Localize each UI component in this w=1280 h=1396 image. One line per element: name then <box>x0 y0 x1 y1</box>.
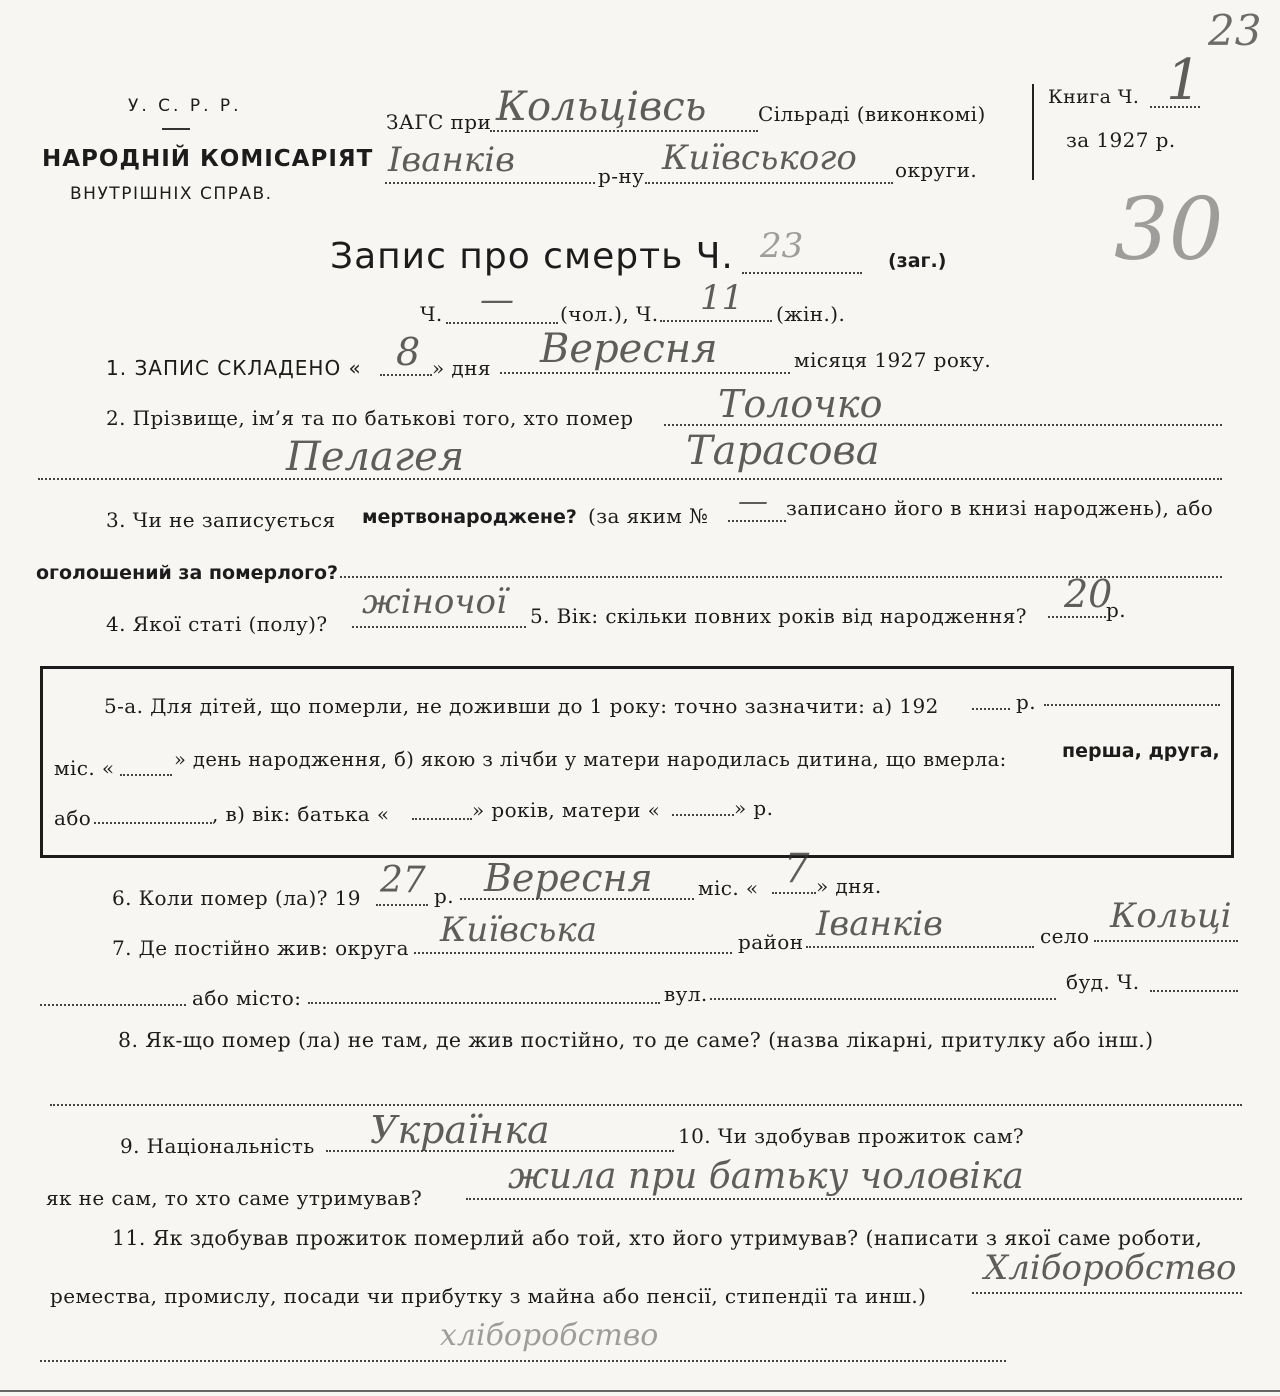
field-7-rayon-line <box>806 946 1034 948</box>
field-5a-line-3a: або <box>54 806 92 830</box>
field-7-street-line <box>710 998 1056 1000</box>
field-11-handwritten: Хліборобство <box>984 1248 1237 1288</box>
field-9-label: 9. Національність <box>120 1134 315 1158</box>
field-5a-line-3d: » р. <box>734 796 774 820</box>
book-year: за 1927 р. <box>1066 128 1176 152</box>
field-6-month-handwritten: Вересня <box>484 856 653 900</box>
field-3-number-handwritten: — <box>738 484 768 519</box>
zags-suffix: Сільраді (виконкомі) <box>758 102 986 126</box>
female-count-line <box>660 320 772 322</box>
field-3-label-d: записано його в книзі народжень), або <box>786 496 1214 520</box>
field-7-vul: вул. <box>664 982 708 1006</box>
zags-village-handwritten: Кольцівсь <box>496 84 707 130</box>
field-10-line <box>466 1198 1242 1200</box>
field-6-day-handwritten: 7 <box>784 846 810 892</box>
field-8-label: 8. Як-що помер (ла) не там, де жив постійно, то де саме? (назва лікарні, притулку або інш.) <box>118 1028 1154 1052</box>
field-7-okrug-handwritten: Київська <box>440 910 598 950</box>
rayon-handwritten: Іванків <box>388 140 515 180</box>
okrug-line <box>645 182 893 184</box>
field-2-label: 2. Прізвище, ім’я та по батькові того, хто помер <box>106 406 634 430</box>
okrugy-label: округи. <box>895 158 978 182</box>
field-5a-line-2a: міс. « <box>54 756 115 780</box>
field-5a-line-2b: » день народження, б) якою з лічби у матери народилась дитина, що вмерла: <box>174 748 1007 771</box>
field-5a-mother-line <box>672 814 734 816</box>
field-1-day-line <box>380 374 432 376</box>
field-3-label-a: 3. Чи не записується <box>106 508 336 532</box>
field-7-city-line <box>308 1002 660 1004</box>
field-6-dnya: » дня. <box>816 874 882 898</box>
field-10-handwritten: жила при батьку чоловіка <box>508 1156 1024 1197</box>
field-4-label: 4. Якої статі (полу)? <box>106 612 328 636</box>
field-6-mis: міс. « <box>698 876 759 900</box>
field-7-prefix-line <box>40 1004 186 1006</box>
field-1-end: місяця 1927 року. <box>794 348 992 372</box>
internal-affairs-label: ВНУТРІШНІХ СПРАВ. <box>70 184 273 204</box>
field-7-label: 7. Де постійно жив: округа <box>112 936 409 960</box>
field-7-house-line <box>1150 990 1238 992</box>
record-number-handwritten: 23 <box>760 226 804 266</box>
record-title-suffix: (заг.) <box>888 250 947 272</box>
book-box-left-border <box>1032 84 1034 180</box>
field-4-handwritten: жіночої <box>362 582 507 622</box>
ussr-label: У. С. Р. Р. <box>128 96 242 116</box>
field-5-line <box>1048 616 1106 618</box>
field-8-line <box>50 1104 1242 1106</box>
field-6-year-handwritten: 27 <box>380 860 426 901</box>
zags-village-line <box>490 130 758 132</box>
field-7-okrug-line <box>414 952 732 954</box>
field-4-line <box>352 626 526 628</box>
male-count-suffix: (чол.), Ч. <box>560 302 659 326</box>
field-5a-line-2c: перша, друга, <box>1062 740 1220 762</box>
field-1-month-line <box>500 372 790 374</box>
rayon-line <box>385 182 595 184</box>
field-6-day-line <box>772 892 816 894</box>
field-5a-year-line <box>972 708 1010 710</box>
field-5a-order-line <box>94 822 212 824</box>
field-3-label-b: мертвонароджене? <box>362 506 577 528</box>
corner-mark-handwritten: 23 <box>1208 6 1262 55</box>
field-7-selo: село <box>1040 924 1090 948</box>
male-count-line <box>446 322 558 324</box>
book-number-handwritten: 1 <box>1166 48 1202 113</box>
male-count-handwritten: — <box>480 280 514 320</box>
record-title: Запис про смерть Ч. <box>330 236 734 277</box>
field-11-line-2 <box>40 1360 1006 1362</box>
field-11-handwritten-2: хліборобство <box>440 1318 659 1353</box>
page-bottom-edge <box>0 1390 1280 1392</box>
field-3-number-line <box>728 520 786 522</box>
field-7-rayon: район <box>738 930 804 954</box>
field-6-label: 6. Коли помер (ла)? 19 <box>112 886 361 910</box>
field-5a-line-3b: , в) вік: батька « <box>212 802 390 826</box>
field-9-handwritten: Українка <box>370 1108 550 1152</box>
field-5a-day-line <box>120 774 172 776</box>
field-3-label-e: оголошений за померлого? <box>36 562 339 584</box>
field-10-line-2: як не сам, то хто саме утримував? <box>46 1186 423 1210</box>
female-count-suffix: (жін.). <box>776 302 846 326</box>
zags-prefix: ЗАГС при <box>386 110 492 134</box>
field-5-handwritten: 20 <box>1064 572 1113 616</box>
field-2-patronymic-handwritten: Тарасова <box>686 428 880 474</box>
field-6-year-line <box>376 904 428 906</box>
okrug-handwritten: Київського <box>662 138 857 178</box>
corner-big-number-handwritten: 30 <box>1114 180 1224 280</box>
female-count-handwritten: 11 <box>700 278 744 318</box>
field-5a-line-3c: » років, матери « <box>472 798 661 822</box>
male-count-label: Ч. <box>420 302 443 326</box>
field-2-surname-handwritten: Толочко <box>718 382 883 426</box>
field-11-label: 11. Як здобував прожиток померлий або той, хто його утримував? (написати з якої саме роботи, <box>112 1226 1203 1250</box>
field-5a-line-1-end: р. <box>1016 690 1036 714</box>
field-3-label-c: (за яким № <box>588 504 709 528</box>
field-5-label: 5. Вік: скільки повних років від народження? <box>530 604 1027 628</box>
field-5-suffix: р. <box>1106 598 1126 622</box>
field-1-label: 1. ЗАПИС СКЛАДЕНО « <box>106 356 362 380</box>
field-7-selo-handwritten: Кольці <box>1110 896 1232 936</box>
field-11-line-2: ремества, промислу, посади чи прибутку з майна або пенсії, стипендії та инш.) <box>50 1284 927 1308</box>
field-2-name-handwritten: Пелагея <box>286 434 465 480</box>
field-1-month-handwritten: Вересня <box>540 326 718 372</box>
rn-label: р-ну <box>598 164 645 188</box>
field-5a-line-1: 5-а. Для дітей, що померли, не доживши до 1 року: точно зазначити: а) 192 <box>104 694 939 718</box>
field-7-selo-line <box>1094 940 1238 942</box>
record-number-line <box>742 272 862 274</box>
header-divider <box>162 128 190 130</box>
field-7-bud: буд. Ч. <box>1066 970 1140 994</box>
field-5a-month-line <box>1044 704 1220 706</box>
field-5a-father-line <box>412 818 472 820</box>
field-7-rayon-handwritten: Іванків <box>816 904 943 944</box>
field-6-p: р. <box>434 884 454 908</box>
field-7-abo: або місто: <box>192 986 302 1010</box>
commissariat-title: НАРОДНІЙ КОМІСАРІЯТ <box>42 146 374 172</box>
field-10-label: 10. Чи здобував прожиток сам? <box>678 1124 1025 1148</box>
book-label: Книга Ч. <box>1048 86 1140 108</box>
field-1-day-handwritten: 8 <box>396 330 421 374</box>
field-2-line-2 <box>38 478 1222 480</box>
field-1-mid: » дня <box>432 356 491 380</box>
field-11-line-1 <box>972 1292 1242 1294</box>
